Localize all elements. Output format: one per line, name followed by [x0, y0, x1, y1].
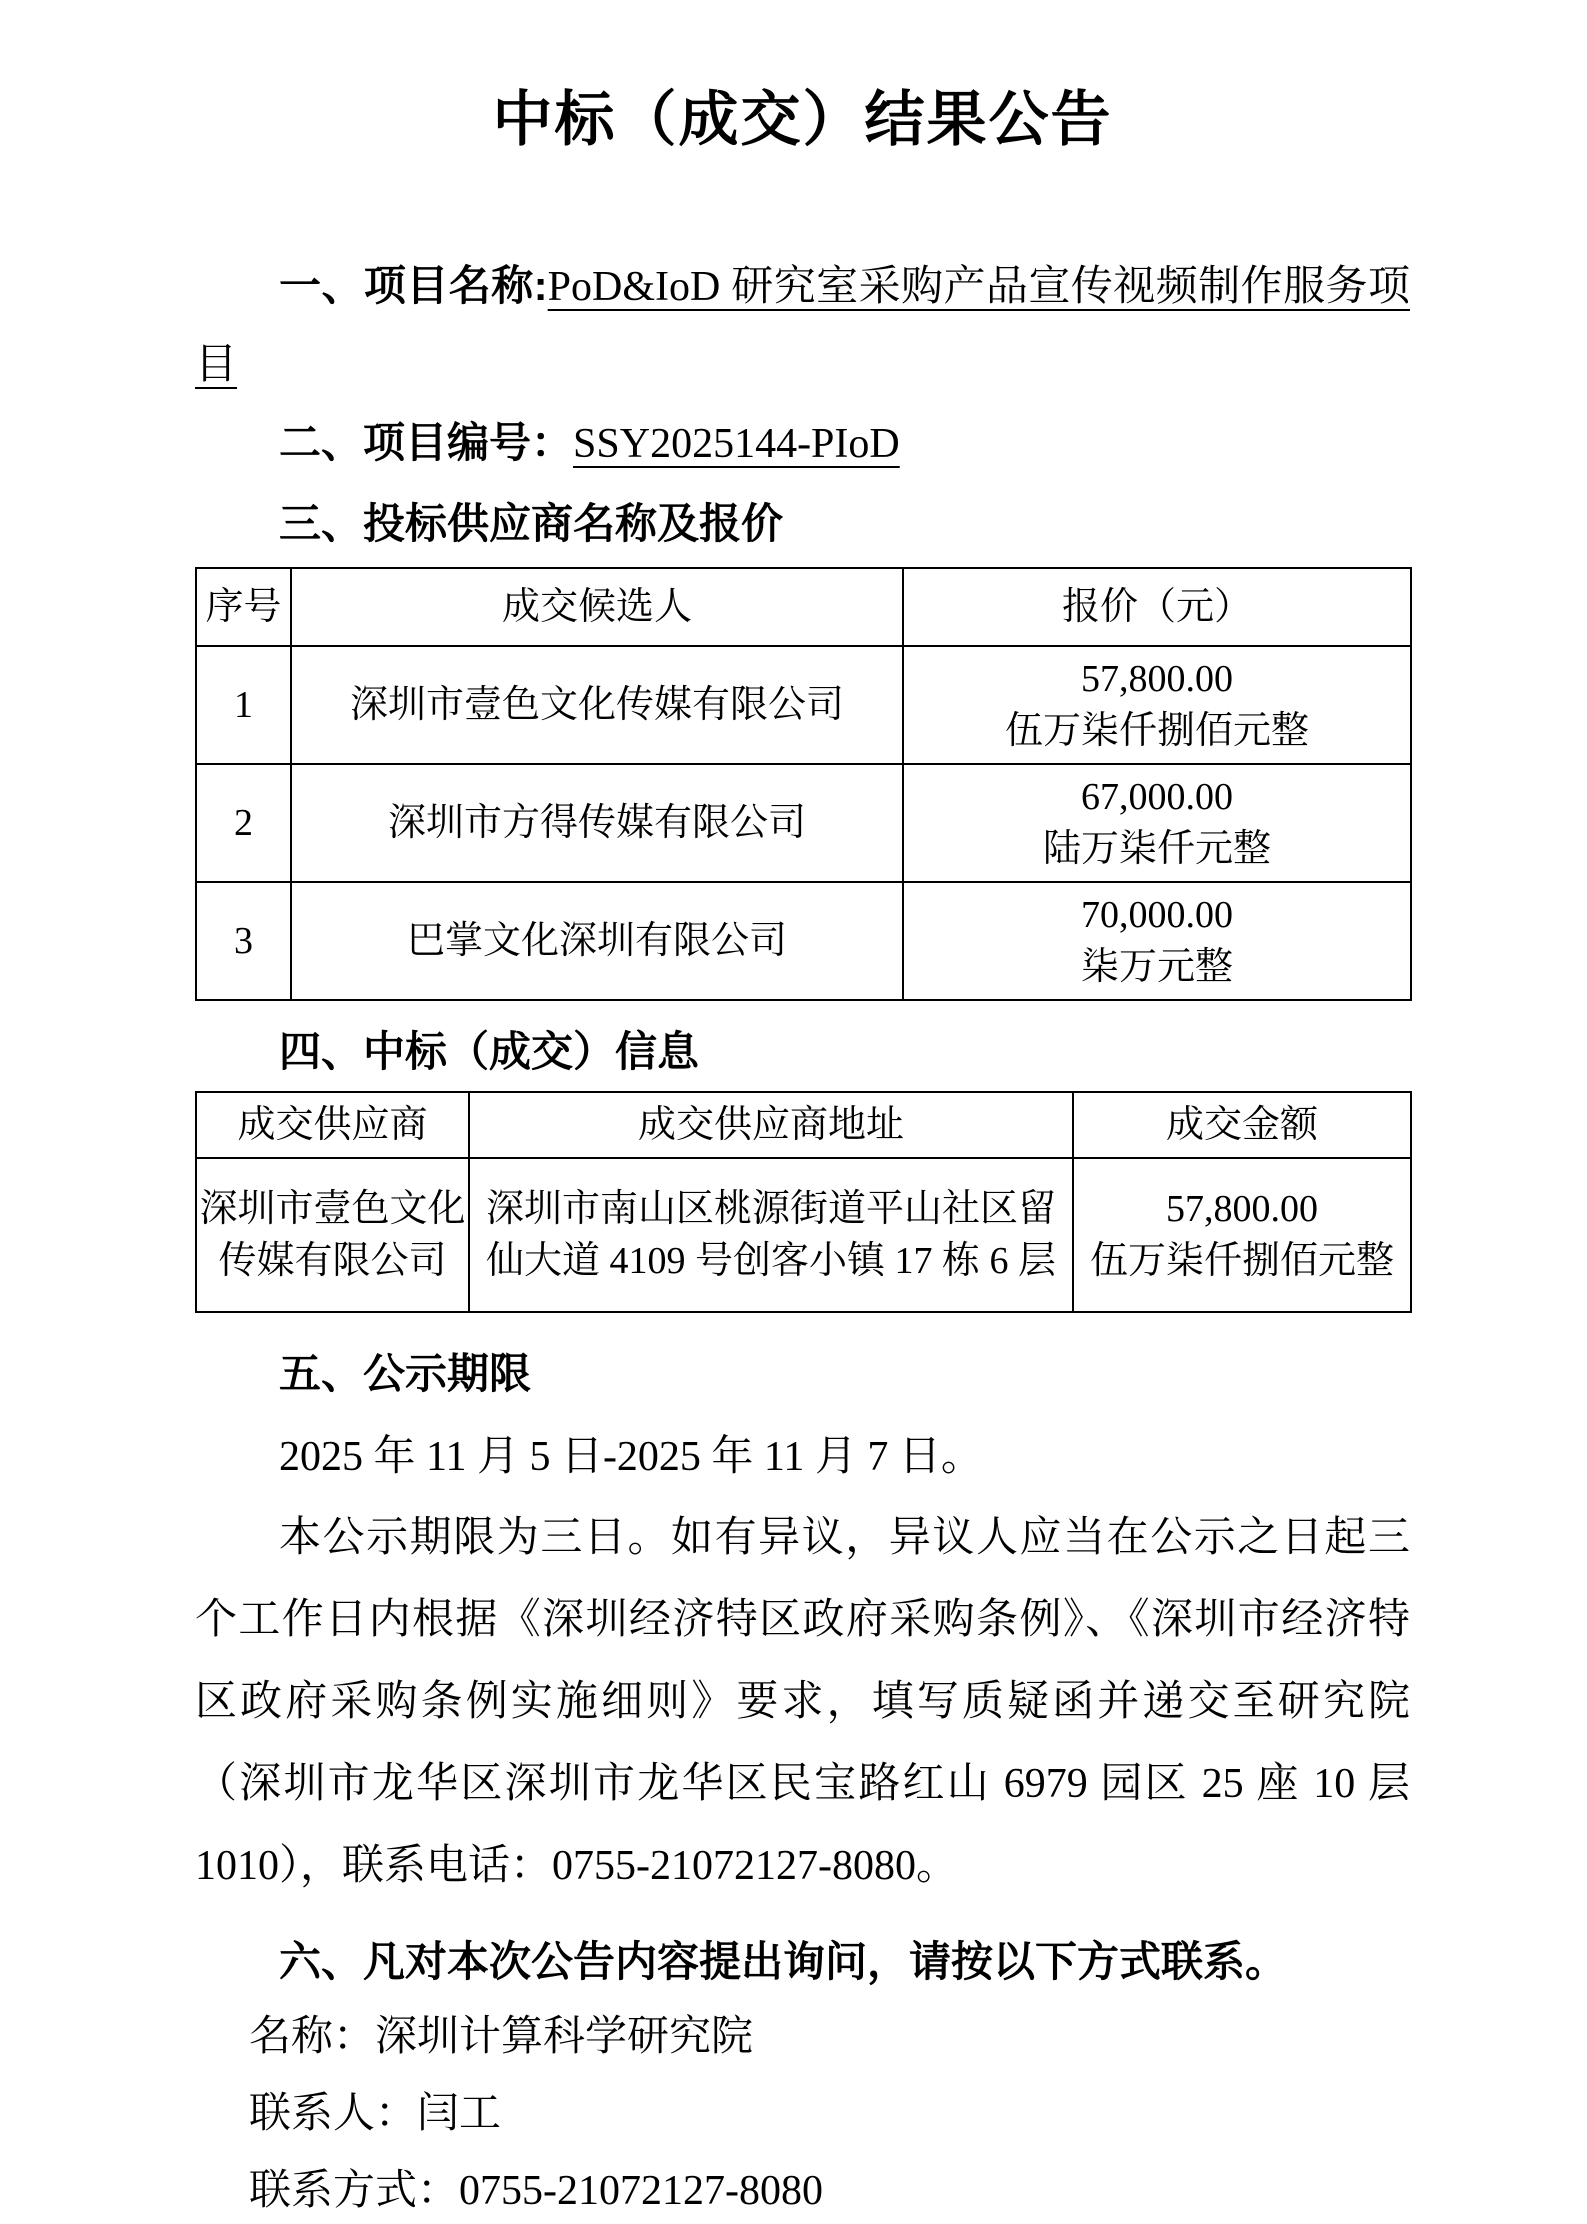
bid-row3-price-cell: [903, 882, 1411, 1000]
project-name-label: 一、项目名称:: [279, 262, 548, 309]
award-col-amount-header: 成交金额: [1073, 1092, 1411, 1158]
bid-row1-no: 1: [196, 646, 291, 764]
bid-table-row: [196, 764, 1411, 882]
bid-row3-price-cn: 柒万元整: [1080, 946, 1233, 988]
contact-person-label: 联系人：: [249, 2091, 418, 2137]
bid-table-row: [196, 646, 1411, 764]
award-table: [195, 1091, 1412, 1313]
bid-row2-price-cell: [903, 764, 1411, 882]
award-amount-cn: 伍万柒仟捌佰元整: [1089, 1240, 1394, 1282]
award-heading: 四、中标（成交）信息: [279, 1028, 700, 1075]
bid-row3-price: 70,000.00: [1081, 894, 1233, 936]
contact-phone-value: 0755-21072127-8080: [459, 2168, 823, 2214]
bid-col-price-header: 报价（元）: [903, 568, 1411, 646]
bid-row2-no: 2: [196, 764, 291, 882]
bid-row2-price-cn: 陆万柒仟元整: [1042, 828, 1271, 870]
contact-org-value: 深圳计算科学研究院: [375, 2014, 754, 2060]
award-supplier: 深圳市壹色文化传媒有限公司: [196, 1158, 469, 1312]
bid-row2-candidate: 深圳市方得传媒有限公司: [291, 764, 903, 882]
contact-person-line: [195, 2076, 1410, 2153]
publicity-period: 2025 年 11 月 5 日-2025 年 11 月 7 日。: [279, 1434, 983, 1480]
bid-row3-candidate: 巴掌文化深圳有限公司: [291, 882, 903, 1000]
bid-row3-no: 3: [196, 882, 291, 1000]
bidders-heading: 三、投标供应商名称及报价: [279, 500, 784, 547]
bid-row1-price-cn: 伍万柒仟捌佰元整: [1004, 710, 1309, 752]
award-table-header-row: [196, 1092, 1411, 1158]
bid-table-header-row: [196, 568, 1411, 646]
project-no-value: SSY2025144-PIoD: [573, 421, 900, 467]
award-col-supplier-header: 成交供应商: [196, 1092, 469, 1158]
bid-row1-price-cell: [903, 646, 1411, 764]
publicity-heading: 五、公示期限: [279, 1350, 532, 1397]
award-amount: 57,800.00: [1166, 1188, 1318, 1230]
bid-row1-candidate: 深圳市壹色文化传媒有限公司: [291, 646, 903, 764]
bid-table-row: [196, 882, 1411, 1000]
section-project-no: [195, 404, 1410, 483]
award-amount-cell: [1073, 1158, 1411, 1312]
bid-row2-price: 67,000.00: [1081, 776, 1233, 818]
contact-phone-line: [195, 2153, 1410, 2224]
bid-table: [195, 567, 1412, 1001]
project-no-label: 二、项目编号：: [279, 419, 574, 466]
award-address: 深圳市南山区桃源街道平山社区留仙大道 4109 号创客小镇 17 栋 6 层: [469, 1158, 1073, 1312]
bid-col-candidate-header: 成交候选人: [291, 568, 903, 646]
inquiry-heading: 六、凡对本次公告内容提出询问，请按以下方式联系。: [279, 1938, 1288, 1985]
award-table-row: [196, 1158, 1411, 1312]
section-project-name: [195, 247, 1410, 404]
contact-org-line: [195, 1999, 1410, 2076]
publicity-paragraph: 本公示期限为三日。如有异议，异议人应当在公示之日起三个工作日内根据《深圳经济特区政府采购条例》、《深圳市经济特区政府采购条例实施细则》要求，填写质疑函并递交至研究院（深圳市龙华区深圳市龙华区民宝路红山 6979 园区 25 座 10 层 1010），联系电话：0755-21072127-8080。: [195, 1515, 1410, 1889]
project-name-value: PoD&IoD 研究室采购产品宣传视频制作服务项目: [195, 264, 1410, 388]
contact-phone-label: 联系方式：: [249, 2168, 460, 2214]
contact-person-value: 闫工: [417, 2091, 502, 2137]
bid-col-no-header: 序号: [196, 568, 291, 646]
award-col-address-header: 成交供应商地址: [469, 1092, 1073, 1158]
contact-org-label: 名称：: [249, 2014, 376, 2060]
bid-row1-price: 57,800.00: [1081, 658, 1233, 700]
page-title: 中标（成交）结果公告: [492, 86, 1113, 153]
